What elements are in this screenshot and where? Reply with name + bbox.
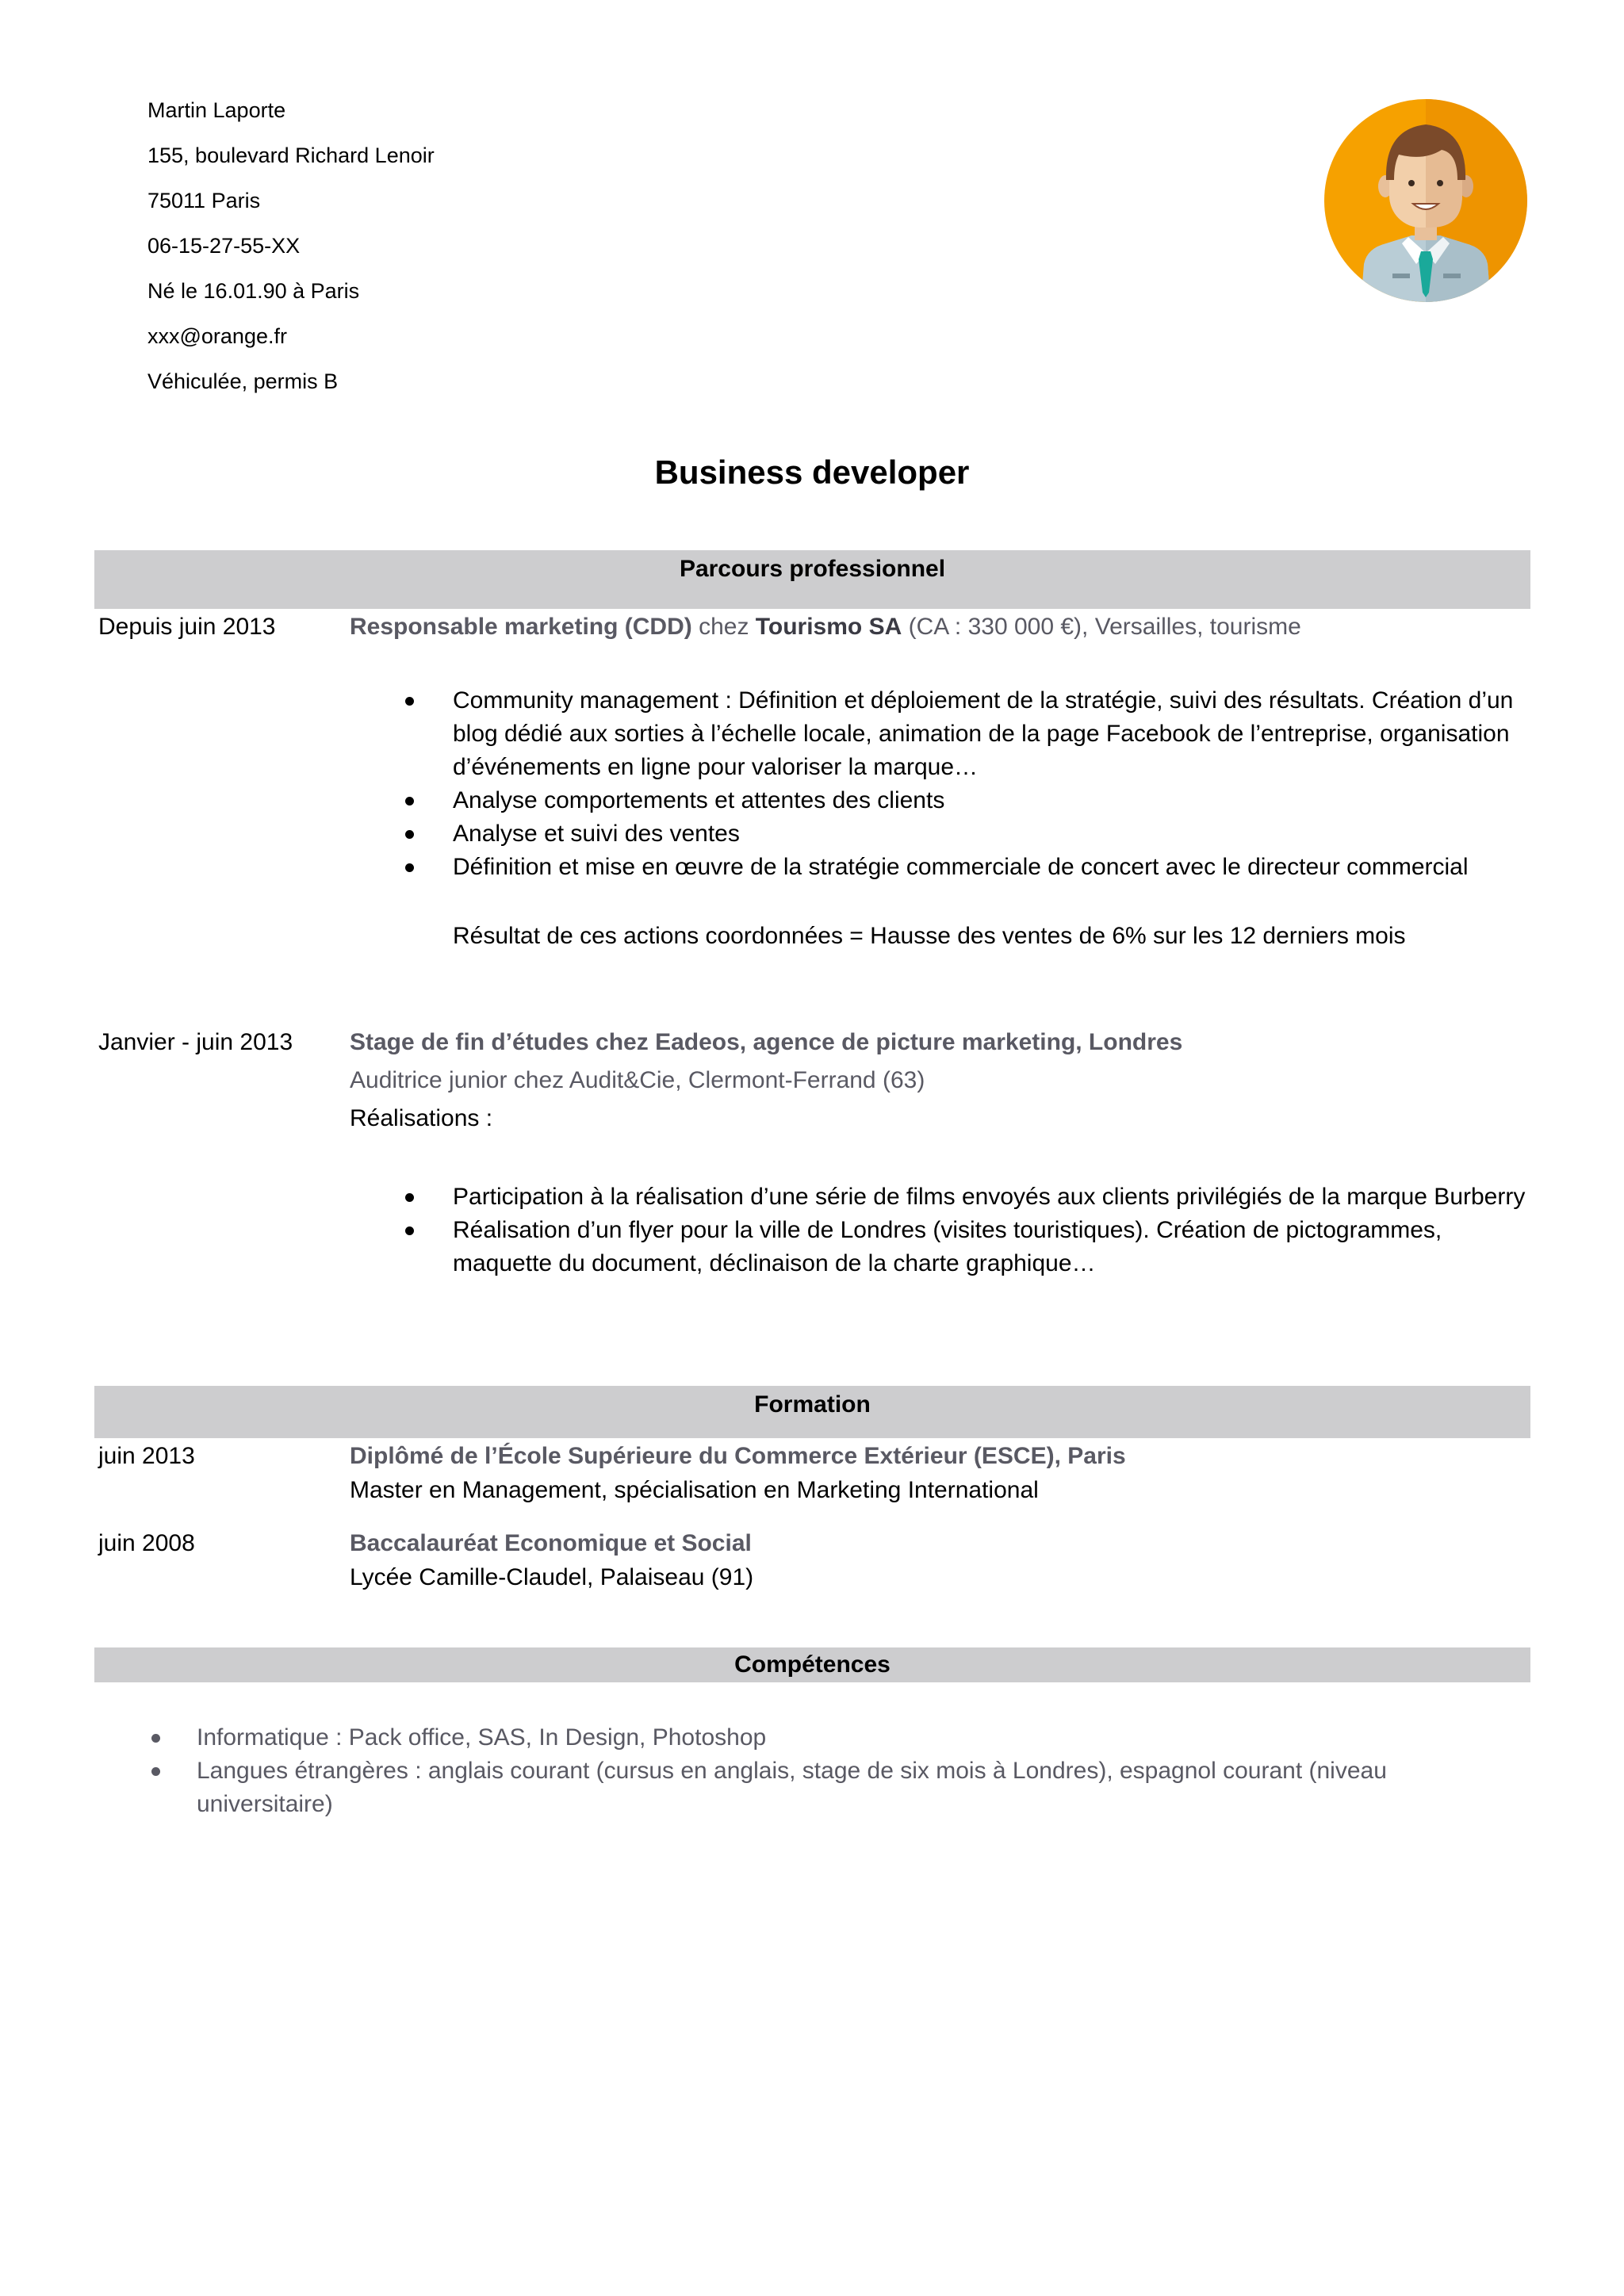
experience-bullets <box>350 1181 1531 1280</box>
list-item: Informatique : Pack office, SAS, In Design, Photoshop <box>94 1721 1530 1755</box>
contact-address: 155, boulevard Richard Lenoir <box>147 144 435 167</box>
list-item: Définition et mise en œuvre de la stratégie commerciale de concert avec le directeur commercial <box>350 851 1531 884</box>
contact-block <box>147 98 782 415</box>
section-title: Compétences <box>734 1651 891 1678</box>
section-header-skills <box>94 1647 1530 1682</box>
experience-heading <box>350 610 1531 644</box>
education-detail: Master en Management, spécialisation en Marketing International <box>350 1477 1039 1503</box>
contact-name: Martin Laporte <box>147 98 286 122</box>
section-title: Formation <box>754 1391 871 1418</box>
job-title: Business developer <box>654 453 970 491</box>
list-item: Langues étrangères : anglais courant (cursus en anglais, stage de six mois à Londres), espagnol courant (niveau universitaire) <box>94 1755 1530 1821</box>
experience-date: Janvier - juin 2013 <box>98 1029 293 1055</box>
list-item: Analyse et suivi des ventes <box>350 817 1531 851</box>
education-date: juin 2013 <box>98 1443 195 1469</box>
education-degree: Baccalauréat Economique et Social <box>350 1530 752 1556</box>
experience-date: Depuis juin 2013 <box>98 614 276 640</box>
education-date: juin 2008 <box>98 1530 195 1556</box>
experience-company: Tourismo SA <box>755 614 902 640</box>
list-item: Community management : Définition et déploiement de la stratégie, suivi des résultats. Création d’un blog dédié aux sorties à l’échelle locale, animation de la page Facebook de l’entreprise, organisation d’événements en ligne pour valoriser la marque… <box>350 684 1531 784</box>
contact-email: xxx@orange.fr <box>147 324 287 348</box>
experience-position: Responsable marketing (CDD) <box>350 614 692 640</box>
education-detail: Lycée Camille-Claudel, Palaiseau (91) <box>350 1564 754 1590</box>
avatar <box>1323 98 1529 304</box>
list-item: Participation à la réalisation d’une série de films envoyés aux clients privilégiés de la marque Burberry <box>350 1181 1531 1214</box>
experience-at: chez <box>691 614 756 640</box>
section-title: Parcours professionnel <box>679 556 946 582</box>
experience-position: Stage de fin d’études chez Eadeos, agence de picture marketing, Londres <box>350 1029 1183 1055</box>
contact-phone: 06-15-27-55-XX <box>147 234 301 258</box>
experience-subline: Auditrice junior chez Audit&Cie, Clermont-Ferrand (63) <box>350 1067 925 1093</box>
education-degree: Diplômé de l’École Supérieure du Commerce Extérieur (ESCE), Paris <box>350 1443 1126 1469</box>
section-header-education <box>94 1386 1530 1438</box>
section-header-experience <box>94 550 1530 609</box>
skills-list <box>94 1721 1530 1821</box>
experience-result: Résultat de ces actions coordonnées = Hausse des ventes de 6% sur les 12 derniers mois <box>453 923 1406 949</box>
experience-bullets <box>350 684 1531 884</box>
contact-birth: Né le 16.01.90 à Paris <box>147 279 360 303</box>
contact-license: Véhiculée, permis B <box>147 369 339 393</box>
experience-label: Réalisations : <box>350 1105 493 1131</box>
list-item: Réalisation d’un flyer pour la ville de Londres (visites touristiques). Création de pictogrammes, maquette du document, déclinaison de la charte graphique… <box>350 1214 1531 1280</box>
experience-details: (CA : 330 000 €), Versailles, tourisme <box>902 614 1301 640</box>
list-item: Analyse comportements et attentes des clients <box>350 784 1531 817</box>
contact-city: 75011 Paris <box>147 189 261 212</box>
